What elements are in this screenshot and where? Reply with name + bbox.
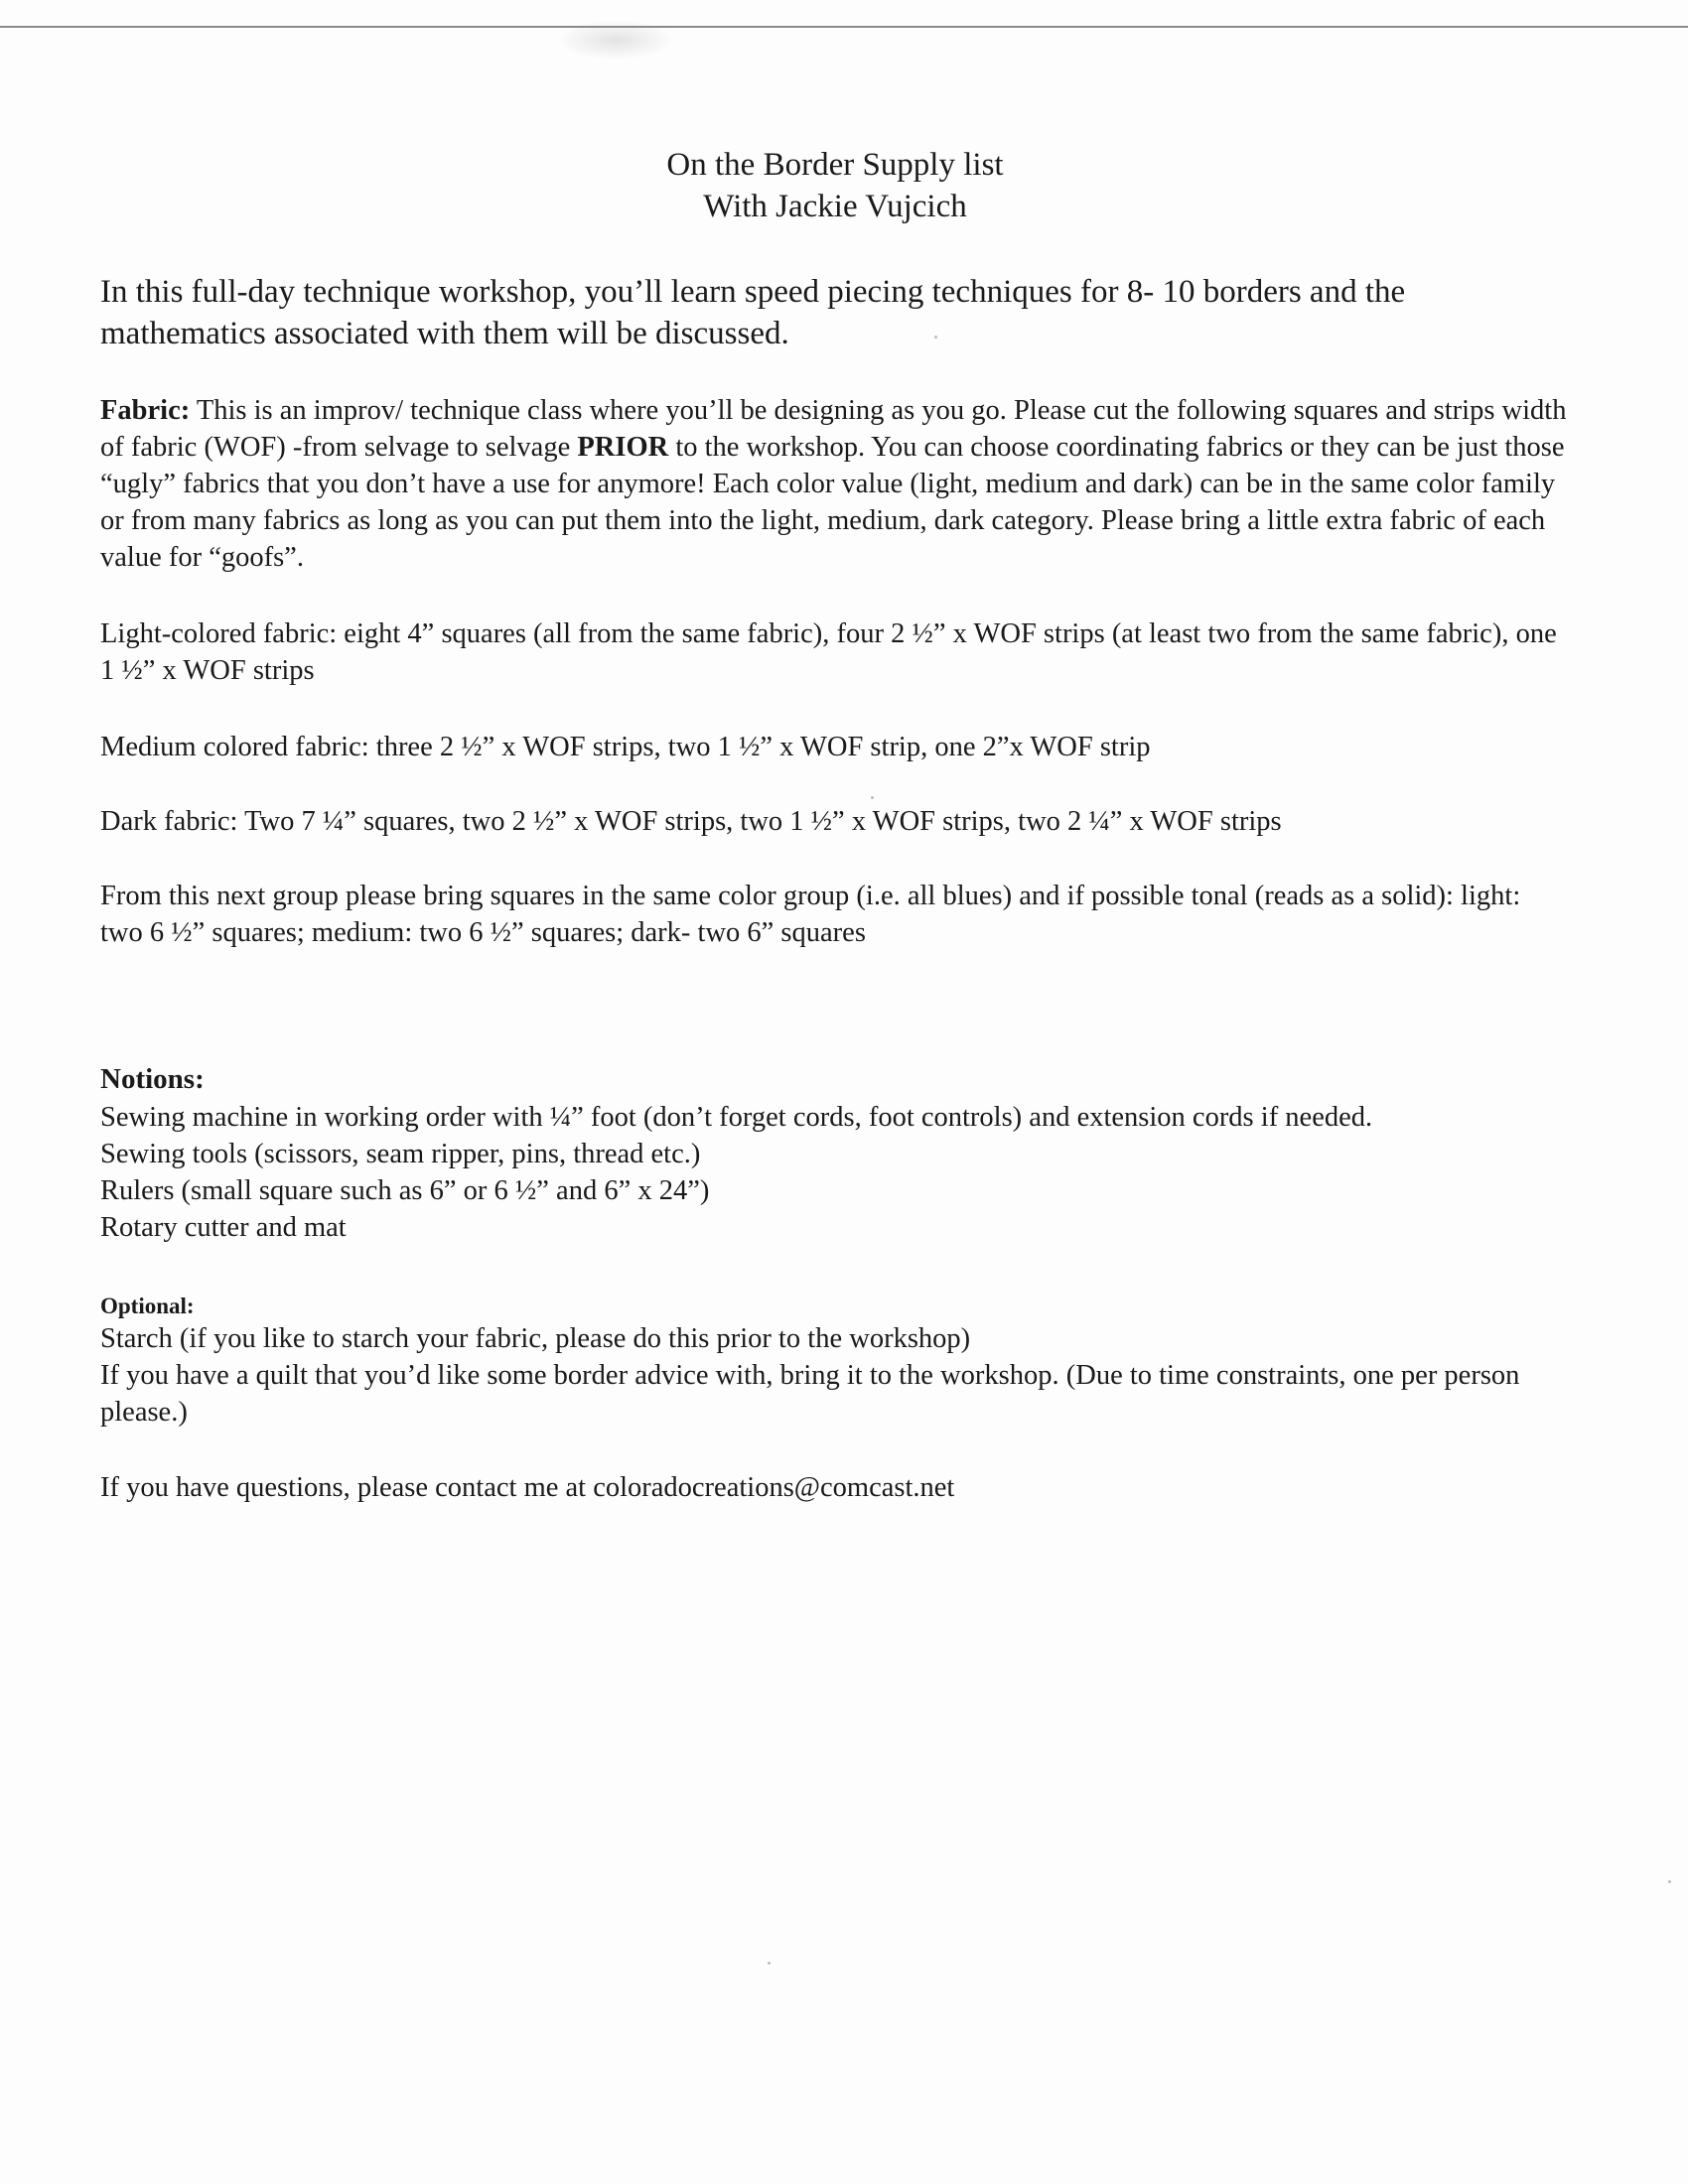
scan-shadow bbox=[556, 20, 675, 60]
group-squares-paragraph: From this next group please bring squares in the same color group (i.e. all blues) and if possible tonal (reads as a solid): light: two 6 ½” squares; medium: two 6 ½” squares; dark- two 6” squares bbox=[100, 881, 1521, 948]
notions-item: Rulers (small square such as 6” or 6 ½” and 6” x 24”) bbox=[100, 1175, 710, 1206]
title-line-2: With Jackie Vujcich bbox=[703, 189, 967, 224]
intro-paragraph: In this full-day technique workshop, you’ll learn speed piecing techniques for 8- 10 borders and the mathematics associated with them will be discussed. bbox=[100, 274, 1406, 351]
scan-speck bbox=[1668, 1880, 1671, 1883]
optional-item: Starch (if you like to starch your fabric, please do this prior to the workshop) bbox=[100, 1323, 971, 1354]
fabric-text-part2: to the workshop. You can choose coordinating fabrics or they can be just those “ugly” fabrics that you don’t have a use for anymore! Each color value (light, medium and dark) can be in the same color family or from many fabrics as long as you can put them into the light, medium, dark category. Please bring a little extra fabric of each value for “goofs”. bbox=[100, 432, 1565, 573]
scan-edge-line bbox=[0, 26, 1688, 28]
notions-item: Sewing tools (scissors, seam ripper, pins, thread etc.) bbox=[100, 1139, 701, 1169]
light-fabric-paragraph: Light-colored fabric: eight 4” squares (all from the same fabric), four 2 ½” x WOF strips (at least two from the same fabric), one 1 ½” x WOF strips bbox=[100, 618, 1557, 686]
optional-list bbox=[100, 1320, 1570, 1431]
notions-list bbox=[100, 1099, 1570, 1246]
notions-item: Rotary cutter and mat bbox=[100, 1212, 347, 1243]
scan-speck bbox=[768, 1962, 771, 1965]
medium-fabric-paragraph: Medium colored fabric: three 2 ½” x WOF strips, two 1 ½” x WOF strip, one 2”x WOF strip bbox=[100, 732, 1151, 762]
title-line-1: On the Border Supply list bbox=[666, 147, 1004, 183]
optional-item: If you have a quilt that you’d like some border advice with, bring it to the workshop. (Due to time constraints, one per person please.) bbox=[100, 1360, 1520, 1428]
scan-speck bbox=[871, 796, 874, 799]
notions-heading: Notions: bbox=[100, 1063, 205, 1095]
optional-heading: Optional: bbox=[100, 1294, 195, 1318]
dark-fabric-paragraph: Dark fabric: Two 7 ¼” squares, two 2 ½” x WOF strips, two 1 ½” x WOF strips, two 2 ¼” x WOF strips bbox=[100, 806, 1282, 837]
document-title bbox=[100, 144, 1570, 227]
fabric-paragraph bbox=[100, 392, 1570, 576]
contact-line: If you have questions, please contact me at coloradocreations@comcast.net bbox=[100, 1472, 955, 1503]
notions-item: Sewing machine in working order with ¼” foot (don’t forget cords, foot controls) and extension cords if needed. bbox=[100, 1102, 1373, 1133]
fabric-emphasis: PRIOR bbox=[577, 432, 669, 463]
fabric-heading: Fabric: bbox=[100, 395, 191, 426]
scan-speck bbox=[934, 336, 937, 339]
fabric-text-part1: This is an improv/ technique class where you’ll be designing as you go. Please cut the following squares and strips width of fabric (WOF) -from selvage to selvage bbox=[100, 395, 1567, 463]
